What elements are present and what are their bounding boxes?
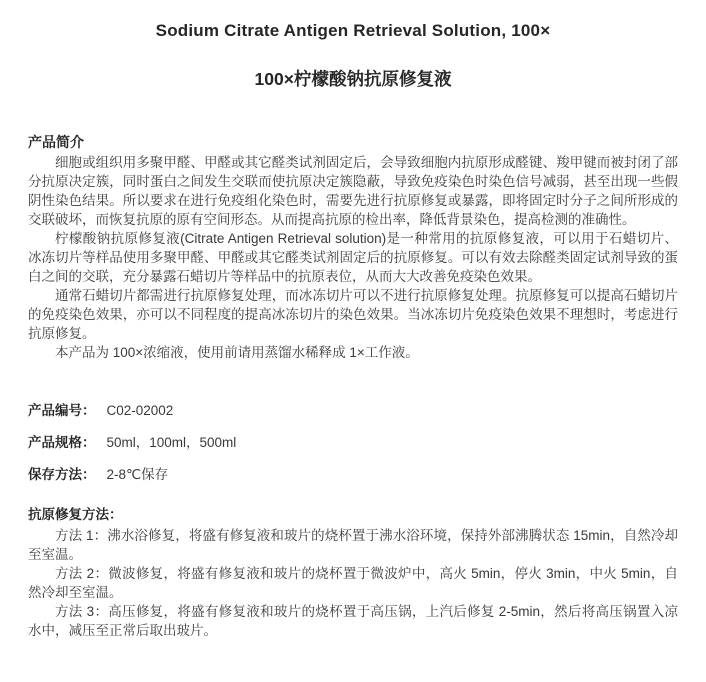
storage-method-label: 保存方法： xyxy=(28,467,96,482)
intro-paragraph-4: 本产品为 100×浓缩液，使用前请用蒸馏水稀释成 1×工作液。 xyxy=(55,345,419,360)
section-retrieval-methods xyxy=(28,507,678,640)
methods-heading: 抗原修复方法： xyxy=(28,507,123,522)
product-size-value: 50ml，100ml，500ml xyxy=(106,435,237,450)
section-product-intro xyxy=(28,134,678,362)
intro-heading: 产品简介 xyxy=(28,134,84,150)
product-code-row xyxy=(28,403,678,418)
product-code-value: C02-02002 xyxy=(106,403,174,418)
product-size-label: 产品规格： xyxy=(28,435,96,450)
product-info-list xyxy=(28,403,678,482)
method-1-paragraph: 方法 1：沸水浴修复，将盛有修复液和玻片的烧杯置于沸水浴环境，保持外部沸腾状态 15min，自然冷却至室温。 xyxy=(28,528,678,562)
method-3-paragraph: 方法 3：高压修复，将盛有修复液和玻片的烧杯置于高压锅，上汽后修复 2-5min，然后将高压锅置入凉水中，减压至正常后取出玻片。 xyxy=(28,604,678,638)
product-size-row xyxy=(28,435,678,450)
intro-paragraph-1: 细胞或组织用多聚甲醛、甲醛或其它醛类试剂固定后，会导致细胞内抗原形成醛键、羧甲键而被封闭了部分抗原决定簇，同时蛋白之间发生交联而使抗原决定簇隐蔽，导致免疫染色时染色信号减弱，甚至出现一些假阴性染色结果。所以要求在进行免疫组化染色时，需要先进行抗原修复或暴露，即将固定时分子之间所形成的交联破坏，而恢复抗原的原有空间形态。从而提高抗原的检出率，降低背景染色，提高检测的准确性。 xyxy=(28,155,678,227)
storage-method-row xyxy=(28,467,678,482)
document-title-chinese: 100×柠檬酸钠抗原修复液 xyxy=(254,69,452,89)
method-2-paragraph: 方法 2：微波修复，将盛有修复液和玻片的烧杯置于微波炉中，高火 5min，停火 3min，中火 5min，自然冷却至室温。 xyxy=(28,566,678,600)
intro-paragraph-2: 柠檬酸钠抗原修复液(Citrate Antigen Retrieval solution)是一种常用的抗原修复液，可以用于石蜡切片、冰冻切片等样品使用多聚甲醛、甲醛或其它醛类试剂固定后的抗原修复。可以有效去除醛类固定试剂导致的蛋白之间的交联，充分暴露石蜡切片等样品中的抗原表位，从而大大改善免疫染色效果。 xyxy=(28,231,678,284)
product-code-label: 产品编号： xyxy=(28,403,96,418)
document-title-english: Sodium Citrate Antigen Retrieval Solution, 100× xyxy=(155,21,551,40)
storage-method-value: 2-8℃保存 xyxy=(106,467,169,482)
intro-paragraph-3: 通常石蜡切片都需进行抗原修复处理，而冰冻切片可以不进行抗原修复处理。抗原修复可以提高石蜡切片的免疫染色效果，亦可以不同程度的提高冰冻切片的染色效果。当冰冻切片免疫染色效果不理想时，考虑进行抗原修复。 xyxy=(28,288,678,341)
